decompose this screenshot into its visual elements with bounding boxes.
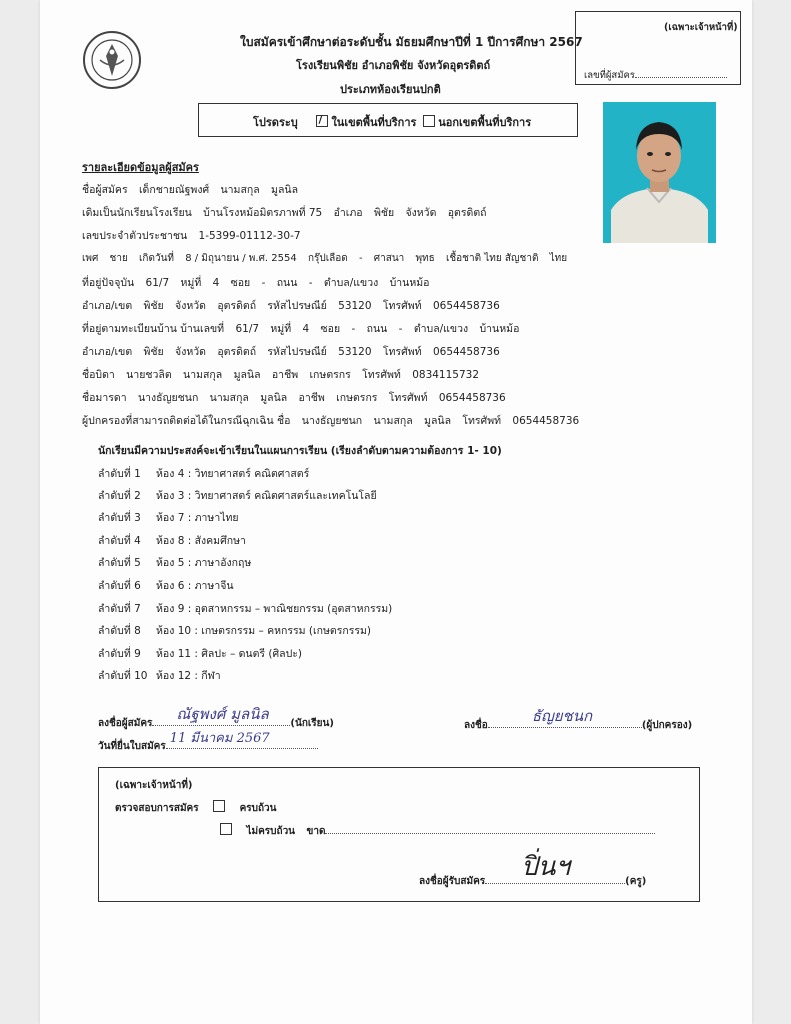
religion-value: พุทธ xyxy=(415,253,435,264)
preference-room: ห้อง 8 : สังคมศึกษา xyxy=(156,535,246,547)
father-label: ชื่อบิดา xyxy=(82,369,115,381)
id-label: เลขประจำตัวประชาชน xyxy=(82,230,188,242)
in-area-label: ในเขตพื้นที่บริการ xyxy=(331,116,417,129)
preference-item xyxy=(98,600,392,617)
father-value: นายชวลิต xyxy=(126,369,172,381)
officer-signature-field[interactable] xyxy=(485,852,625,884)
reg-province-value: อุตรดิตถ์ xyxy=(217,346,257,358)
preference-rank: ลำดับที่ 10 xyxy=(98,670,148,682)
phone-value: 0654458736 xyxy=(432,300,500,312)
mother-value: นางธัญยชนก xyxy=(137,392,199,404)
complete-label: ครบถ้วน xyxy=(239,803,277,814)
amphoe-label: อำเภอ/เขต xyxy=(82,300,133,312)
preference-rank: ลำดับที่ 5 xyxy=(98,557,141,569)
moo-value: 4 xyxy=(212,277,220,289)
surname-value: มูลนิล xyxy=(271,184,298,196)
province-label: จังหวัด xyxy=(405,207,437,219)
guardian-surname-label: นามสกุล xyxy=(373,415,413,427)
father-surname-label: นามสกุล xyxy=(183,369,223,381)
student-sign-label: ลงชื่อผู้สมัคร xyxy=(98,718,153,729)
preferences-heading: นักเรียนมีความประสงค์จะเข้าเรียนในแผนการเรียน (เรียงลำดับตามความต้องการ 1- 10) xyxy=(98,445,502,457)
date-value: 11 มีนาคม 2567 xyxy=(169,731,270,746)
preference-item xyxy=(98,554,251,571)
date-label: วันที่ยื่นใบสมัคร xyxy=(98,741,166,752)
race-value: ไทย xyxy=(484,253,502,264)
form-title: ใบสมัครเข้าศึกษาต่อระดับชั้น มัธยมศึกษาปีที่ 1 ปีการศึกษา 2567 xyxy=(240,35,583,49)
guardian-value: นางธัญยชนก xyxy=(301,415,363,427)
preference-item xyxy=(98,509,239,526)
reg-zip-label: รหัสไปรษณีย์ xyxy=(267,346,327,358)
reg-road-label: ถนน xyxy=(366,323,388,335)
student-role: (นักเรียน) xyxy=(290,718,334,729)
address-row-2 xyxy=(82,297,500,314)
mother-phone-label: โทรศัพท์ xyxy=(388,392,428,404)
verify-row xyxy=(115,800,276,816)
mother-label: ชื่อมารดา xyxy=(82,392,127,404)
reg-amphoe-label: อำเภอ/เขต xyxy=(82,346,133,358)
zip-value: 53120 xyxy=(338,300,372,312)
applicant-photo xyxy=(603,102,716,243)
reg-soi-value: - xyxy=(351,323,356,335)
school-value: บ้านโรงหม้อมิตรภาพที่ 75 xyxy=(203,207,323,219)
specify-label: โปรดระบุ xyxy=(253,116,298,129)
preference-room: ห้อง 3 : วิทยาศาสตร์ คณิตศาสตร์และเทคโนโลยี xyxy=(156,490,377,502)
officer-sign-label: ลงชื่อผู้รับสมัคร xyxy=(419,876,486,887)
in-area-checkbox[interactable] xyxy=(316,115,328,127)
preference-item xyxy=(98,645,302,662)
reg-province-label: จังหวัด xyxy=(175,346,206,358)
preference-rank: ลำดับที่ 4 xyxy=(98,535,141,547)
reg-zip-value: 53120 xyxy=(338,346,372,358)
reg-phone-value: 0654458736 xyxy=(432,346,500,358)
preference-room: ห้อง 10 : เกษตรกรรม – คหกรรม (เกษตรกรรม) xyxy=(156,625,371,637)
check-mark: / xyxy=(318,113,323,126)
school-label: เดิมเป็นนักเรียนโรงเรียน xyxy=(82,207,192,219)
preference-room: ห้อง 4 : วิทยาศาสตร์ คณิตศาสตร์ xyxy=(156,468,310,480)
mother-phone-value: 0654458736 xyxy=(438,392,506,404)
officer-box xyxy=(98,767,700,902)
incomplete-label: ไม่ครบถ้วน xyxy=(246,826,296,837)
moo-label: หมู่ที่ xyxy=(180,277,202,289)
birth-label: เกิดวันที่ xyxy=(139,253,175,264)
surname-label: นามสกุล xyxy=(220,184,260,196)
preference-rank: ลำดับที่ 7 xyxy=(98,603,141,615)
incomplete-checkbox[interactable] xyxy=(220,823,232,835)
road-label: ถนน xyxy=(276,277,298,289)
registered-address-row xyxy=(82,320,519,337)
student-signature: ณัฐพงศ์ มูลนิล xyxy=(176,705,269,723)
father-surname-value: มูลนิล xyxy=(233,369,261,381)
application-number-field[interactable] xyxy=(584,66,727,83)
parent-signature: ธัญยชนก xyxy=(531,707,593,725)
phone-label: โทรศัพท์ xyxy=(382,300,422,312)
mother-job-value: เกษตรกร xyxy=(336,392,378,404)
religion-label: ศาสนา xyxy=(373,253,405,264)
name-value: เด็กชายณัฐพงศ์ xyxy=(138,184,210,196)
applicant-details-heading: รายละเอียดข้อมูลผู้สมัคร xyxy=(82,161,199,174)
preference-item xyxy=(98,532,246,549)
verify-label: ตรวจสอบการสมัคร xyxy=(115,803,199,814)
reg-moo-label: หมู่ที่ xyxy=(270,323,292,335)
out-area-checkbox[interactable] xyxy=(423,115,435,127)
mother-job-label: อาชีพ xyxy=(298,392,325,404)
date-field[interactable] xyxy=(166,731,318,749)
preference-item xyxy=(98,577,234,594)
reg-road-value: - xyxy=(398,323,403,335)
preference-room: ห้อง 5 : ภาษาอังกฤษ xyxy=(156,557,252,569)
date-row xyxy=(98,731,318,754)
address-number: 61/7 xyxy=(145,277,170,289)
name-label: ชื่อผู้สมัคร xyxy=(82,184,128,196)
amphoe-value: พิชัย xyxy=(143,300,164,312)
father-row xyxy=(82,366,479,383)
preference-item xyxy=(98,622,371,639)
id-value: 1-5399-01112-30-7 xyxy=(198,230,301,242)
service-area-row xyxy=(253,113,531,131)
reg-address-label: ที่อยู่ตามทะเบียนบ้าน บ้านเลขที่ xyxy=(82,323,225,335)
mother-surname-label: นามสกุล xyxy=(209,392,249,404)
guardian-phone-label: โทรศัพท์ xyxy=(462,415,502,427)
province2-label: จังหวัด xyxy=(175,300,206,312)
preference-room: ห้อง 11 : ศิลปะ – ดนตรี (ศิลปะ) xyxy=(156,648,302,660)
address-row xyxy=(82,274,429,291)
reg-address-number: 61/7 xyxy=(235,323,260,335)
preference-room: ห้อง 7 : ภาษาไทย xyxy=(156,512,239,524)
reg-subdistrict-label: ตำบล/แขวง xyxy=(413,323,469,335)
father-phone-value: 0834115732 xyxy=(412,369,480,381)
school-row xyxy=(82,204,487,221)
complete-checkbox[interactable] xyxy=(213,800,225,812)
parent-signature-field[interactable] xyxy=(488,707,642,728)
race-label: เชื้อชาติ xyxy=(445,253,482,264)
reg-phone-label: โทรศัพท์ xyxy=(382,346,422,358)
parent-sign-label: ลงชื่อ xyxy=(464,720,488,731)
application-form xyxy=(40,0,752,1024)
address-label: ที่อยู่ปัจจุบัน xyxy=(82,277,135,289)
reg-soi-label: ซอย xyxy=(320,323,341,335)
father-job-label: อาชีพ xyxy=(271,369,299,381)
father-phone-label: โทรศัพท์ xyxy=(362,369,401,381)
province-value: อุตรดิตถ์ xyxy=(447,207,487,219)
incomplete-row xyxy=(217,822,655,839)
preference-rank: ลำดับที่ 3 xyxy=(98,512,141,524)
soi-label: ซอย xyxy=(230,277,251,289)
registered-address-row-2 xyxy=(82,343,500,360)
officer-signature-row xyxy=(419,852,647,889)
reg-subdistrict-value: บ้านหม้อ xyxy=(479,323,520,335)
zip-label: รหัสไปรษณีย์ xyxy=(267,300,327,312)
room-type: ประเภทห้องเรียนปกติ xyxy=(340,83,441,96)
out-area-label: นอกเขตพื้นที่บริการ xyxy=(438,116,532,129)
road-value: - xyxy=(308,277,313,289)
mother-surname-value: มูลนิล xyxy=(260,392,288,404)
guardian-label: ผู้ปกครองที่สามารถติดต่อได้ในกรณีฉุกเฉิน ชื่อ xyxy=(82,415,291,427)
province2-value: อุตรดิตถ์ xyxy=(217,300,257,312)
name-row xyxy=(82,181,298,198)
guardian-row xyxy=(82,412,579,429)
preference-item xyxy=(98,667,221,684)
parent-signature-row xyxy=(464,707,693,733)
subdistrict-value: บ้านหม้อ xyxy=(389,277,430,289)
preference-room: ห้อง 9 : อุตสาหกรรม – พาณิชยกรรม (อุตสาหกรรม) xyxy=(156,603,393,615)
preference-room: ห้อง 6 : ภาษาจีน xyxy=(156,580,234,592)
preference-rank: ลำดับที่ 8 xyxy=(98,625,141,637)
preference-item xyxy=(98,465,309,482)
student-signature-field[interactable] xyxy=(152,705,290,726)
blood-value: - xyxy=(358,253,363,264)
subdistrict-label: ตำบล/แขวง xyxy=(323,277,379,289)
district-value: พิชัย xyxy=(373,207,395,219)
mother-row xyxy=(82,389,506,406)
guardian-phone-value: 0654458736 xyxy=(512,415,580,427)
preference-rank: ลำดับที่ 6 xyxy=(98,580,141,592)
missing-field[interactable] xyxy=(325,822,655,834)
birth-value: 8 / มิถุนายน / พ.ศ. 2554 xyxy=(185,253,297,264)
service-area-box xyxy=(198,103,578,137)
guardian-surname-value: มูลนิล xyxy=(424,415,451,427)
official-use-label: (เฉพาะเจ้าหน้าที่) xyxy=(664,22,738,33)
district-label: อำเภอ xyxy=(333,207,363,219)
preference-rank: ลำดับที่ 9 xyxy=(98,648,141,660)
nationality-value: ไทย xyxy=(549,253,568,264)
id-row xyxy=(82,227,301,244)
blood-label: กรุ๊ปเลือด xyxy=(307,253,348,264)
personal-row xyxy=(82,251,567,266)
preference-item xyxy=(98,487,377,504)
officer-role: (ครู) xyxy=(625,876,647,887)
school-name: โรงเรียนพิชัย อำเภอพิชัย จังหวัดอุตรดิตถ์ xyxy=(296,59,491,72)
missing-label: ขาด xyxy=(306,826,326,837)
reg-moo-value: 4 xyxy=(302,323,310,335)
sex-value: ชาย xyxy=(109,253,128,264)
nationality-label: สัญชาติ xyxy=(504,253,539,264)
father-job-value: เกษตรกร xyxy=(309,369,351,381)
officer-box-title: (เฉพาะเจ้าหน้าที่) xyxy=(115,780,193,791)
parent-role: (ผู้ปกครอง) xyxy=(641,720,693,731)
preference-rank: ลำดับที่ 1 xyxy=(98,468,141,480)
preference-room: ห้อง 12 : กีฬา xyxy=(156,670,221,682)
preference-rank: ลำดับที่ 2 xyxy=(98,490,141,502)
application-number-label: เลขที่ผู้สมัคร xyxy=(584,70,635,81)
officer-signature: ปิ่นฯ xyxy=(521,852,571,882)
soi-value: - xyxy=(261,277,266,289)
sex-label: เพศ xyxy=(82,253,99,264)
reg-amphoe-value: พิชัย xyxy=(143,346,164,358)
official-use-box xyxy=(575,11,741,85)
school-seal-logo xyxy=(82,30,142,90)
